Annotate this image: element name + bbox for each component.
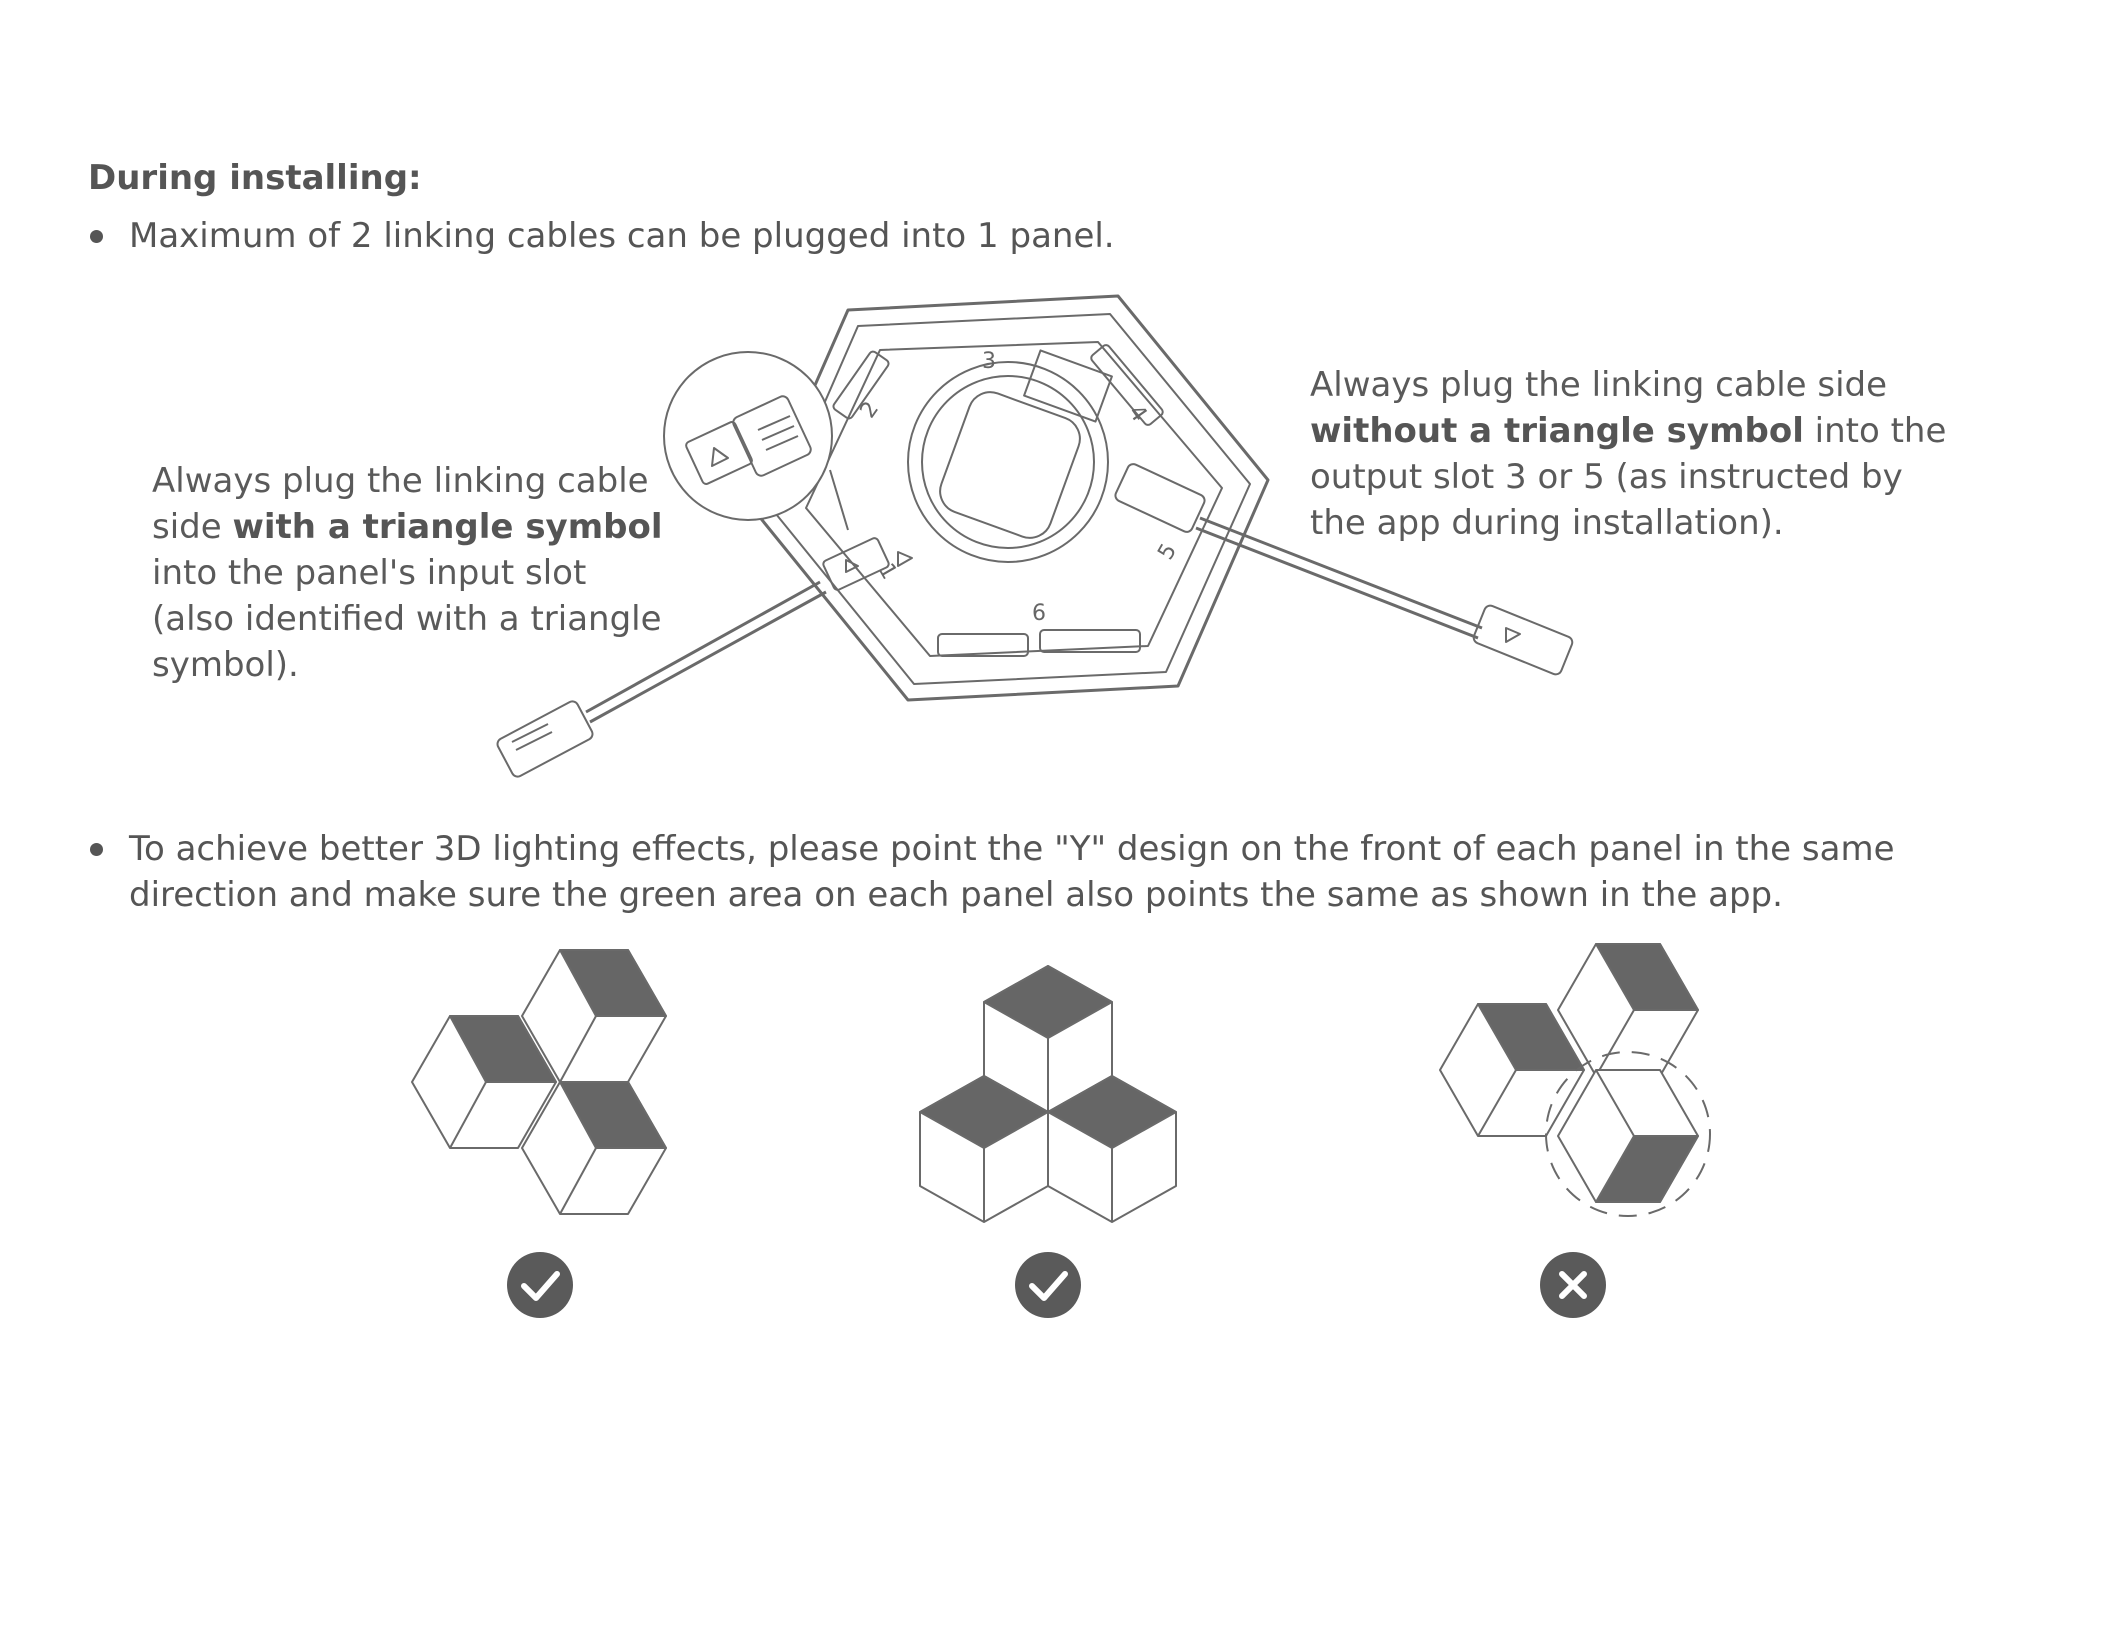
- cross-icon: [1540, 1252, 1606, 1318]
- section-heading: During installing:: [88, 158, 422, 198]
- right-callout-bold: without a triangle symbol: [1310, 411, 1804, 451]
- slot-label-1: 1: [872, 559, 902, 584]
- left-callout-text-end: into the panel's input slot (also identified with a triangle symbol).: [152, 553, 662, 685]
- bullet-text: Maximum of 2 linking cables can be plugged into 1 panel.: [129, 216, 1115, 256]
- check-icon: [1015, 1252, 1081, 1318]
- bullet-text: To achieve better 3D lighting effects, please point the "Y" design on the front of each panel in the same direction and make sure the green area on each panel also points the same as shown in the app.: [129, 829, 1895, 915]
- slot-label-5: 5: [1153, 539, 1183, 565]
- slot-label-2: 2: [855, 397, 885, 423]
- right-callout-text-end: into the output slot 3 or 5 (as instructed by the app during installation).: [1310, 411, 1947, 543]
- arrangement-3-incorrect: [1440, 944, 1710, 1216]
- slot-label-4: 4: [1123, 400, 1152, 427]
- left-callout-text-start: Always plug the linking cable side: [152, 461, 649, 547]
- slot-label-3: 3: [982, 349, 996, 374]
- arrangement-1-correct: [412, 950, 666, 1214]
- left-callout-bold: with a triangle symbol: [232, 507, 663, 547]
- right-callout-text-start: Always plug the linking cable side: [1310, 365, 1888, 405]
- arrangement-2-correct: [920, 966, 1176, 1222]
- check-icon: [507, 1252, 573, 1318]
- slot-label-6: 6: [1032, 601, 1046, 626]
